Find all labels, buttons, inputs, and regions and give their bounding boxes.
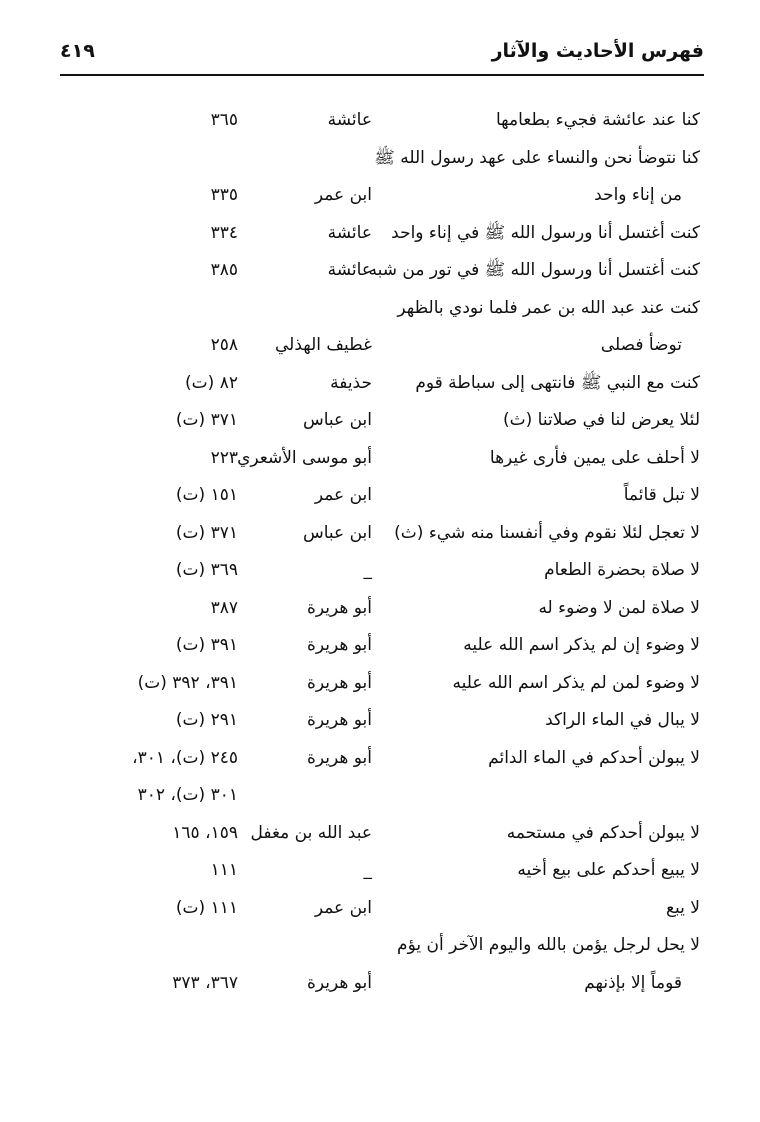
hadith-text: من إناء واحد xyxy=(594,185,682,205)
index-row xyxy=(0,627,760,665)
index-row xyxy=(0,140,760,178)
hadith-index-list xyxy=(0,102,760,1002)
hadith-text: لا أحلف على يمين فأرى غيرها xyxy=(489,447,700,468)
hadith-text: لا يحل لرجل يؤمن بالله واليوم الآخر أن يؤم xyxy=(397,935,700,955)
index-row xyxy=(0,740,760,778)
narrator: _ xyxy=(363,860,372,880)
index-row xyxy=(0,215,760,253)
narrator: أبو هريرة xyxy=(306,972,372,993)
index-row xyxy=(0,102,760,140)
hadith-text: كنت أغتسل أنا ورسول الله ﷺ في إناء واحد xyxy=(391,222,700,243)
index-row xyxy=(0,590,760,628)
narrator: عائشة xyxy=(327,260,372,280)
index-row xyxy=(0,890,760,928)
page-reference: ٨٢ (ت) xyxy=(185,372,238,393)
narrator: عبد الله بن مغفل xyxy=(250,822,372,843)
hadith-text: لا يبال في الماء الراكد xyxy=(545,710,700,730)
page-reference: ٢٩١ (ت) xyxy=(175,710,238,730)
narrator: أبو هريرة xyxy=(306,747,372,768)
index-row xyxy=(0,365,760,403)
index-row xyxy=(0,515,760,553)
page-reference: ٣٧١ (ت) xyxy=(175,410,238,430)
page-reference: ١١١ xyxy=(210,860,238,880)
page-reference: ٣٦٩ (ت) xyxy=(175,560,238,580)
page-reference: ٣٦٧، ٣٧٣ xyxy=(172,972,238,993)
hadith-text: لا تعجل لئلا نقوم وفي أنفسنا منه شيء (ث) xyxy=(394,522,700,543)
index-row xyxy=(0,402,760,440)
page-reference: ٣٩١، ٣٩٢ (ت) xyxy=(137,672,238,693)
index-row xyxy=(0,177,760,215)
index-row xyxy=(0,252,760,290)
index-row xyxy=(0,815,760,853)
narrator: ابن عمر xyxy=(314,897,372,918)
index-row xyxy=(0,440,760,478)
hadith-text: كنت مع النبي ﷺ فانتهى إلى سباطة قوم xyxy=(415,372,700,393)
page-reference: ٢٤٥ (ت)، ٣٠١، xyxy=(132,747,238,768)
hadith-text: كنت أغتسل أنا ورسول الله ﷺ في تور من شبه xyxy=(368,260,700,280)
hadith-text: لا يبولن أحدكم في الماء الدائم xyxy=(488,747,700,768)
page-reference: ١٥٩، ١٦٥ xyxy=(172,822,238,843)
narrator: أبو هريرة xyxy=(306,597,372,618)
hadith-text: لا يبولن أحدكم في مستحمه xyxy=(506,822,700,843)
narrator: ابن عمر xyxy=(314,185,372,205)
hadith-text: توضأ فصلى xyxy=(600,335,682,355)
hadith-text: قوماً إلا بإذنهم xyxy=(584,972,682,993)
narrator: أبو هريرة xyxy=(306,635,372,655)
index-row xyxy=(0,477,760,515)
page-reference: ٣٠١ (ت)، ٣٠٢ xyxy=(137,785,238,805)
narrator: عائشة xyxy=(327,110,372,130)
page-reference: ١٥١ (ت) xyxy=(175,485,238,505)
page-number: ٤١٩ xyxy=(60,40,95,62)
narrator: حذيفة xyxy=(330,372,372,393)
narrator: أبو موسى الأشعري xyxy=(237,447,372,468)
index-row xyxy=(0,665,760,703)
narrator: عائشة xyxy=(327,222,372,243)
hadith-text: لا وضوء لمن لم يذكر اسم الله عليه xyxy=(452,672,700,693)
narrator: ابن عمر xyxy=(314,485,372,505)
index-row xyxy=(0,777,760,815)
page-reference: ٣٨٥ xyxy=(210,260,238,280)
page-title: فهرس الأحاديث والآثار xyxy=(491,40,704,62)
hadith-text: لا صلاة لمن لا وضوء له xyxy=(538,597,700,618)
narrator: ابن عباس xyxy=(302,522,372,543)
hadith-text: لا تبل قائماً xyxy=(623,485,700,505)
hadith-text: كنت عند عبد الله بن عمر فلما نودي بالظهر xyxy=(397,297,700,318)
narrator: أبو هريرة xyxy=(306,672,372,693)
header-rule xyxy=(60,74,704,76)
page-reference: ٣٦٥ xyxy=(210,110,238,130)
page-reference: ٣٧١ (ت) xyxy=(175,522,238,543)
index-row xyxy=(0,965,760,1003)
narrator: أبو هريرة xyxy=(306,710,372,730)
page-reference: ٢٥٨ xyxy=(210,335,238,355)
index-row xyxy=(0,552,760,590)
hadith-text: كنا عند عائشة فجيء بطعامها xyxy=(496,110,700,130)
page-header xyxy=(60,40,704,80)
narrator: _ xyxy=(363,560,372,580)
page-reference: ٣٣٤ xyxy=(210,222,238,243)
hadith-text: لا يبيع أحدكم على بيع أخيه xyxy=(517,860,700,880)
narrator: ابن عباس xyxy=(302,410,372,430)
page-reference: ٣٩١ (ت) xyxy=(175,635,238,655)
hadith-text: لا صلاة بحضرة الطعام xyxy=(544,560,700,580)
page-reference: ٣٨٧ xyxy=(210,597,238,618)
page-reference: ٣٣٥ xyxy=(210,185,238,205)
narrator: غطيف الهذلي xyxy=(275,335,372,355)
page-reference: ٢٢٣ xyxy=(210,447,238,468)
hadith-text: لا وضوء إن لم يذكر اسم الله عليه xyxy=(463,635,700,655)
index-row xyxy=(0,327,760,365)
hadith-text: كنا نتوضأ نحن والنساء على عهد رسول الله ﷺ xyxy=(374,147,700,168)
hadith-text: لا يبع xyxy=(665,897,700,918)
hadith-text: لئلا يعرض لنا في صلاتنا (ث) xyxy=(502,410,700,430)
index-row xyxy=(0,852,760,890)
index-row xyxy=(0,702,760,740)
index-row xyxy=(0,927,760,965)
page-reference: ١١١ (ت) xyxy=(175,897,238,918)
index-row xyxy=(0,290,760,328)
